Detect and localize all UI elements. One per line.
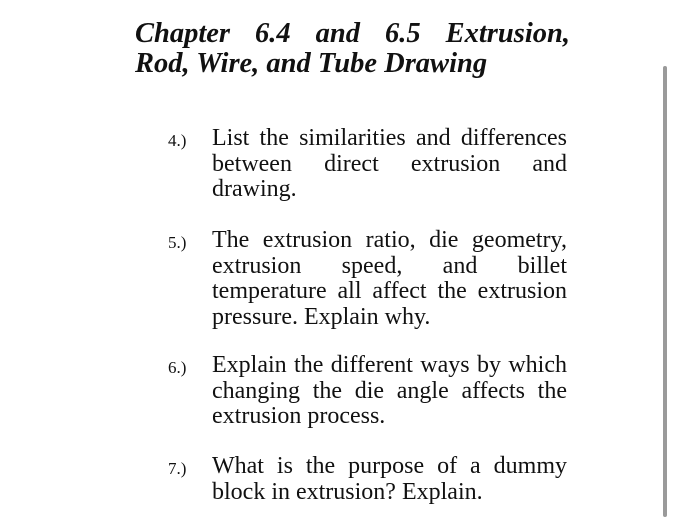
question-item-6 xyxy=(168,353,567,430)
title-line-2: Rod, Wire, and Tube Drawing xyxy=(135,48,488,79)
question-item-5 xyxy=(168,228,567,330)
question-text: What is the purpose of a dummy block in extrusion? Explain. xyxy=(212,453,567,505)
page-title xyxy=(135,19,570,79)
question-number: 7.) xyxy=(168,459,187,478)
title-line-1: Chapter 6.4 and 6.5 Extrusion, xyxy=(135,18,570,49)
question-item-7 xyxy=(168,454,567,505)
question-text: The extrusion ratio, die geometry, extrusion speed, and billet temperature all affect the extrusion pressure. Explain why. xyxy=(212,227,567,330)
question-number: 4.) xyxy=(168,131,187,150)
question-number: 6.) xyxy=(168,358,187,377)
question-number: 5.) xyxy=(168,233,187,252)
question-item-4 xyxy=(168,126,568,203)
question-text: List the similarities and differences between direct extrusion and drawing. xyxy=(212,125,567,202)
question-list xyxy=(168,125,568,505)
vertical-scrollbar[interactable] xyxy=(663,66,667,517)
question-text: Explain the different ways by which changing the die angle affects the extrusion process. xyxy=(212,352,567,429)
